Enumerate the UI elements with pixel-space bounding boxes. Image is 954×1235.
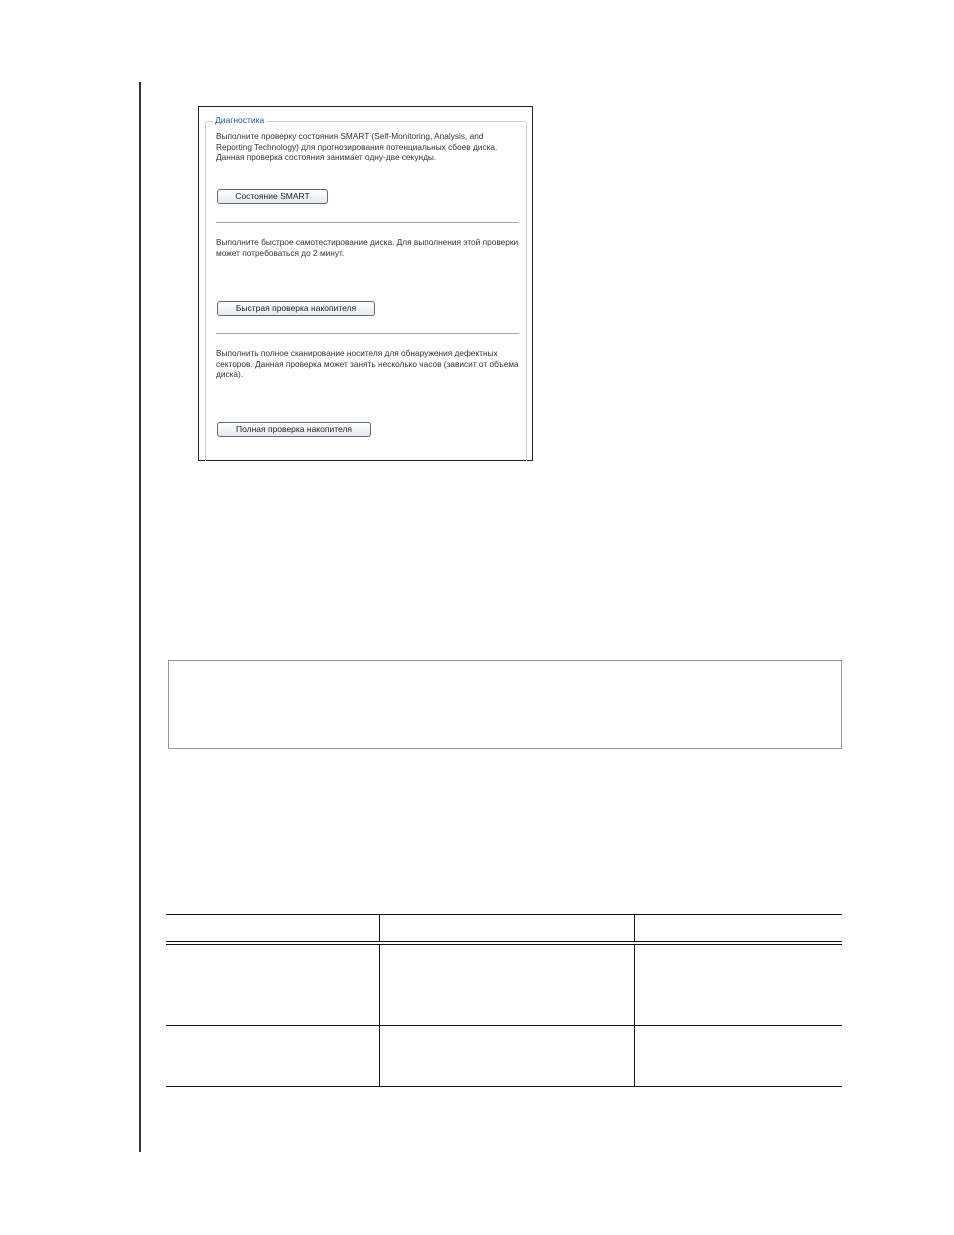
table-header-rule bbox=[166, 944, 842, 945]
table bbox=[166, 914, 842, 1087]
full-test-button[interactable]: Полная проверка накопителя bbox=[217, 422, 371, 437]
quick-test-description: Выполните быстрое самотестирование диска. Для выполнения этой проверки может потребоваться до 2 минут. bbox=[216, 237, 519, 258]
smart-status-button[interactable]: Состояние SMART bbox=[217, 189, 328, 204]
table-column-rule bbox=[379, 914, 380, 941]
table-column-rule bbox=[634, 944, 635, 1086]
table-bottom-rule bbox=[166, 1086, 842, 1087]
section-divider bbox=[216, 333, 519, 334]
diagnostics-screenshot bbox=[198, 106, 533, 461]
smart-description: Выполните проверку состояния SMART (Self-Monitoring, Analysis, and Reporting Technology) для прогнозирования потенциальных сбоев диска. Данная проверка состояния занимает одну-две секунды. bbox=[216, 131, 498, 162]
section-divider bbox=[216, 222, 519, 223]
margin-rule bbox=[139, 82, 141, 1152]
note-box bbox=[168, 660, 842, 749]
table-header-rule bbox=[166, 941, 842, 942]
diagnostics-legend: Диагностика bbox=[215, 115, 265, 125]
full-test-description: Выполнить полное сканирование носителя для обнаружения дефектных секторов. Данная проверка может занять несколько часов (зависит от объема диска). bbox=[216, 348, 519, 379]
diagnostics-group bbox=[205, 121, 527, 461]
table-row-rule bbox=[166, 1025, 842, 1026]
table-column-rule bbox=[634, 914, 635, 941]
table-column-rule bbox=[379, 944, 380, 1086]
quick-test-button[interactable]: Быстрая проверка накопителя bbox=[217, 301, 375, 316]
table-top-rule bbox=[166, 914, 842, 915]
